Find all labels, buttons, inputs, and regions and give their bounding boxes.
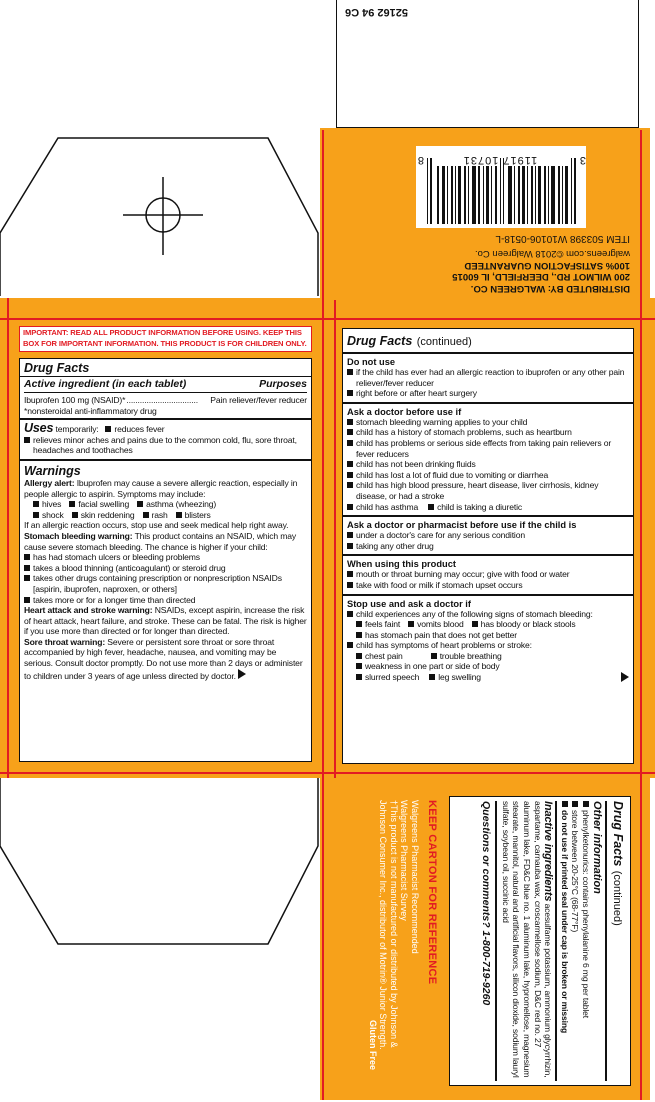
bullet-icon: [347, 472, 353, 478]
list-item: [347, 541, 629, 552]
list-item-text: feels faint: [365, 619, 401, 630]
bullet-icon: [347, 390, 353, 396]
list-item: [347, 427, 629, 438]
symptoms-row-2: [24, 510, 307, 521]
registration-mark-icon: [123, 177, 203, 255]
bullet-icon: [356, 674, 362, 680]
list-item: [347, 459, 629, 470]
symptom: skin reddening: [80, 509, 135, 520]
item-number: ITEM 503398 W10106-0518-L: [495, 233, 630, 244]
list-item: [347, 630, 629, 641]
list-item-text: child is taking a diuretic: [437, 501, 523, 512]
bullet-icon: [356, 653, 362, 659]
askdoc-heading: Ask a doctor before use if: [347, 406, 462, 417]
bullet-icon: [347, 543, 353, 549]
lot-code: 52162 94 C6: [345, 6, 408, 18]
recommended-block: [368, 800, 421, 1070]
uses-fever: reduces fever: [114, 424, 165, 435]
bullet-icon: [24, 554, 30, 560]
list-item-text: do not use if printed seal under cap is broken or missing: [559, 810, 570, 1034]
bullet-icon: [347, 642, 353, 648]
list-item: [347, 640, 629, 651]
bullet-icon: [428, 504, 434, 510]
list-item-text: child has problems or serious side effects from taking pain relievers or fever reducers: [356, 437, 612, 459]
bullet-icon: [176, 512, 182, 518]
list-item: [580, 801, 591, 1081]
allergy-label: Allergy alert:: [24, 477, 75, 488]
list-item-text: leg swelling: [438, 672, 481, 683]
stop-heading: Stop use and ask a doctor if: [347, 598, 471, 609]
list-item: [347, 438, 629, 459]
active-purpose: Pain reliever/fever reducer: [210, 395, 307, 405]
bullet-icon: [472, 621, 478, 627]
list-item: [24, 563, 307, 574]
gluten-free: Gluten Free: [368, 1019, 378, 1070]
list-item: [347, 530, 629, 541]
website: walgreens.com ©2018 Walgreen Co.: [474, 248, 630, 260]
keep-carton: KEEP CARTON FOR REFERENCE: [426, 800, 438, 985]
barcode-number: 11917 10731: [462, 154, 538, 166]
symptom: rash: [151, 509, 168, 520]
bullet-icon: [69, 501, 75, 507]
symptom: shock: [42, 509, 64, 520]
list-item-text: child has not been drinking fluids: [356, 459, 476, 470]
symptoms-row-1: [24, 499, 307, 510]
drug-facts-panel-bottom: [449, 796, 631, 1086]
bullet-icon: [24, 565, 30, 571]
list-item: [347, 367, 629, 388]
list-item-text: mouth or throat burning may occur; give with food or water: [356, 569, 570, 580]
recommended-1: Walgreens Pharmacist Recommended: [410, 800, 420, 954]
list-item: [347, 651, 629, 662]
fold-line-mid-right: [334, 300, 336, 778]
drug-facts-continued: (continued): [416, 336, 472, 348]
continue-arrow-icon: [238, 669, 246, 679]
bullet-icon: [347, 369, 353, 375]
bullet-icon: [347, 461, 353, 467]
list-item: [347, 480, 629, 501]
list-item: [347, 609, 629, 620]
list-item: [24, 573, 307, 594]
bullet-icon: [347, 532, 353, 538]
barcode-left-digit: 3: [579, 154, 586, 166]
warnings-heading: Warnings: [24, 463, 81, 478]
disclaimer: †This product is not manufactured or distributed by Johnson & Johnson Consumer Inc., distributor of Motrin® Junior Strength.: [378, 800, 399, 1050]
list-item-text: takes other drugs containing prescription or nonprescription NSAIDs [aspirin, ibuprofen, naproxen, or others]: [33, 573, 282, 594]
allergy-after: If an allergic reaction occurs, stop use and seek medical help right away.: [24, 520, 289, 531]
other-heading: Other information: [591, 801, 603, 894]
allergy-text: Ibuprofen may cause a severe allergic reaction, especially in people allergic to aspirin. Symptoms may include:: [24, 477, 298, 499]
bullet-icon: [356, 621, 362, 627]
bullet-icon: [562, 801, 568, 807]
bullet-icon: [24, 597, 30, 603]
list-item-text: child has symptoms of heart problems or stroke:: [356, 640, 532, 651]
list-item-text: takes a blood thinning (anticoagulant) or steroid drug: [33, 562, 226, 573]
list-item-text: stomach bleeding warning applies to your child: [356, 416, 528, 427]
heart-label: Heart attack and stroke warning:: [24, 605, 153, 616]
uses-temporarily: temporarily:: [55, 424, 99, 435]
important-box: [19, 326, 312, 352]
list-item-text: child has a history of stomach problems, such as heartburn: [356, 427, 572, 438]
list-item: [347, 502, 629, 513]
bullet-icon: [431, 653, 437, 659]
guarantee: 100% SATISFACTION GUARANTEED: [464, 260, 630, 271]
bullet-icon: [347, 611, 353, 617]
bullet-icon: [105, 426, 111, 432]
list-item: [347, 661, 629, 672]
bullet-icon: [24, 575, 30, 581]
throat-label: Sore throat warning:: [24, 636, 106, 647]
barcode-box: [416, 146, 586, 228]
purposes-heading: Purposes: [259, 378, 307, 390]
list-item-text: child has asthma: [356, 501, 419, 512]
heart-text: NSAIDs, except aspirin, increase the risk of heart attack, heart failure, and stroke. These can be fatal. The risk is higher if you use more than directed or for longer than directed.: [24, 605, 307, 637]
fold-line-mid-left: [322, 130, 324, 1100]
bullet-icon: [143, 512, 149, 518]
inactive-heading: Inactive ingredients: [542, 801, 555, 902]
bullet-icon: [347, 482, 353, 488]
list-item-text: has had stomach ulcers or bleeding problems: [33, 552, 200, 563]
fold-line-top: [0, 318, 655, 320]
bullet-icon: [347, 582, 353, 588]
continue-arrow-icon: [621, 672, 629, 682]
bottom-panel-rotated: [334, 786, 634, 1090]
fold-line-left: [7, 298, 9, 778]
list-item: [24, 552, 307, 563]
bullet-icon: [572, 801, 578, 807]
bullet-icon: [347, 419, 353, 425]
drug-facts-title: Drug Facts: [24, 361, 90, 375]
list-item-text: store between 20-25°C (68-77°F): [570, 810, 581, 933]
bullet-icon: [347, 571, 353, 577]
donot-heading: Do not use: [347, 357, 396, 367]
barcode-right-digit: 8: [417, 154, 424, 166]
symptom: facial swelling: [78, 499, 130, 510]
list-item: [570, 801, 581, 1081]
symptom: hives: [42, 499, 62, 510]
bullet-icon: [137, 501, 143, 507]
uses-relieves: relieves minor aches and pains due to the common cold, flu, sore throat, headaches and toothaches: [33, 434, 297, 456]
list-item: [559, 801, 570, 1081]
active-ingredient: Ibuprofen 100 mg (NSAID)*: [24, 395, 126, 405]
bullet-icon: [347, 429, 353, 435]
list-item-text: has stomach pain that does not get better: [365, 629, 517, 640]
bullet-icon: [33, 501, 39, 507]
top-tuck-flap: [336, 0, 639, 128]
bullet-icon: [24, 437, 30, 443]
list-item-text: if the child has ever had an allergic reaction to ibuprofen or any other pain reliever/fever reducer: [356, 367, 625, 388]
list-item-text: has bloody or black stools: [480, 619, 576, 630]
fold-line-bottom: [0, 772, 655, 774]
nsaid-note: *nonsteroidal anti-inflammatory drug: [24, 405, 157, 416]
list-item-text: vomits blood: [417, 619, 464, 630]
list-item: [347, 470, 629, 481]
bullet-icon: [347, 504, 353, 510]
list-item-text: right before or after heart surgery: [356, 388, 477, 399]
askpharm-heading: Ask a doctor or pharmacist before use if the child is: [347, 520, 577, 531]
recommended-2: Walgreens Pharmacist Survey: [399, 800, 410, 921]
list-item-text: phenylketonurics: contains phenylalanine 6 mg per tablet: [581, 810, 591, 1019]
list-item: [24, 595, 307, 606]
leader-dots: ................................: [126, 395, 198, 405]
throat-text: Severe or persistent sore throat or sore throat accompanied by high fever, headache, nausea, and vomiting may be serious. Consult doctor promptly. Do not use more than 2 days or administer to children under 3 years of age unless directed by doctor.: [24, 636, 303, 681]
using-heading: When using this product: [347, 559, 456, 570]
uses-heading: Uses: [24, 421, 54, 436]
list-item-text: chest pain: [365, 650, 403, 661]
list-item: [347, 580, 629, 591]
bullet-icon: [356, 663, 362, 669]
list-item-text: trouble breathing: [439, 650, 502, 661]
list-item-text: child has lost a lot of fluid due to vomiting or diarrhea: [356, 469, 549, 480]
bullet-icon: [356, 632, 362, 638]
bullet-icon: [583, 801, 589, 807]
barcode-area: [340, 130, 636, 298]
drug-facts-panel-left: [19, 358, 312, 762]
bullet-icon: [347, 440, 353, 446]
list-item-text: child has high blood pressure, heart disease, liver cirrhosis, kidney disease, or had a stroke: [356, 480, 599, 501]
list-item-text: taking any other drug: [356, 540, 434, 551]
list-item-text: takes more or for a longer time than directed: [33, 594, 196, 605]
drug-facts-title: Drug Facts: [611, 801, 625, 867]
list-item: [347, 672, 629, 683]
list-item: [347, 569, 629, 580]
list-item-text: under a doctor's care for any serious condition: [356, 530, 525, 541]
list-item: [347, 388, 629, 399]
bullet-icon: [408, 621, 414, 627]
active-ingredient-heading: Active ingredient (in each tablet): [24, 378, 187, 390]
bullet-icon: [72, 512, 78, 518]
drug-facts-title: Drug Facts: [347, 334, 413, 348]
drug-facts-panel-right: [342, 328, 634, 764]
list-item-text: weakness in one part or side of body: [365, 661, 500, 672]
bullet-icon: [429, 674, 435, 680]
stomach-label: Stomach bleeding warning:: [24, 530, 133, 541]
list-item-text: child experiences any of the following signs of stomach bleeding:: [356, 608, 593, 619]
barcode-icon: [416, 158, 586, 224]
stomach-text: This product contains an NSAID, which may cause severe stomach bleeding. The chance is higher if your child:: [24, 530, 297, 552]
drug-facts-continued: (continued): [611, 870, 623, 926]
distributor-block: [346, 248, 630, 294]
list-item: [347, 619, 629, 630]
inactive-text: acesulfame potassium, ammonium glycyrrhizin, aspartame, carnauba wax, croscarmellose sodium, D&C red no. 27 aluminum lake, FD&C blue no. 1 aluminum lake, hypromellose, magnesium stearate, mannitol, natural and artificial flavors, silicon dioxide, sodium lauryl sulfate, soybean oil, succinic acid: [500, 801, 554, 1078]
address: 200 WILMOT RD., DEERFIELD, IL 60015: [452, 271, 630, 283]
fold-line-right: [640, 130, 642, 1100]
important-text: IMPORTANT: READ ALL PRODUCT INFORMATION BEFORE USING. KEEP THIS BOX FOR IMPORTANT INFORMATION. THIS PRODUCT IS FOR CHILDREN ONLY.: [23, 328, 307, 348]
questions: Questions or comments? 1-800-719-9260: [480, 801, 493, 1006]
symptom: asthma (wheezing): [146, 499, 217, 510]
list-item-text: slurred speech: [365, 672, 420, 683]
list-item-text: take with food or milk if stomach upset occurs: [356, 579, 523, 590]
list-item: [347, 417, 629, 428]
bullet-icon: [33, 512, 39, 518]
distributor: DISTRIBUTED BY: WALGREEN CO.: [470, 283, 630, 294]
symptom: blisters: [184, 509, 211, 520]
